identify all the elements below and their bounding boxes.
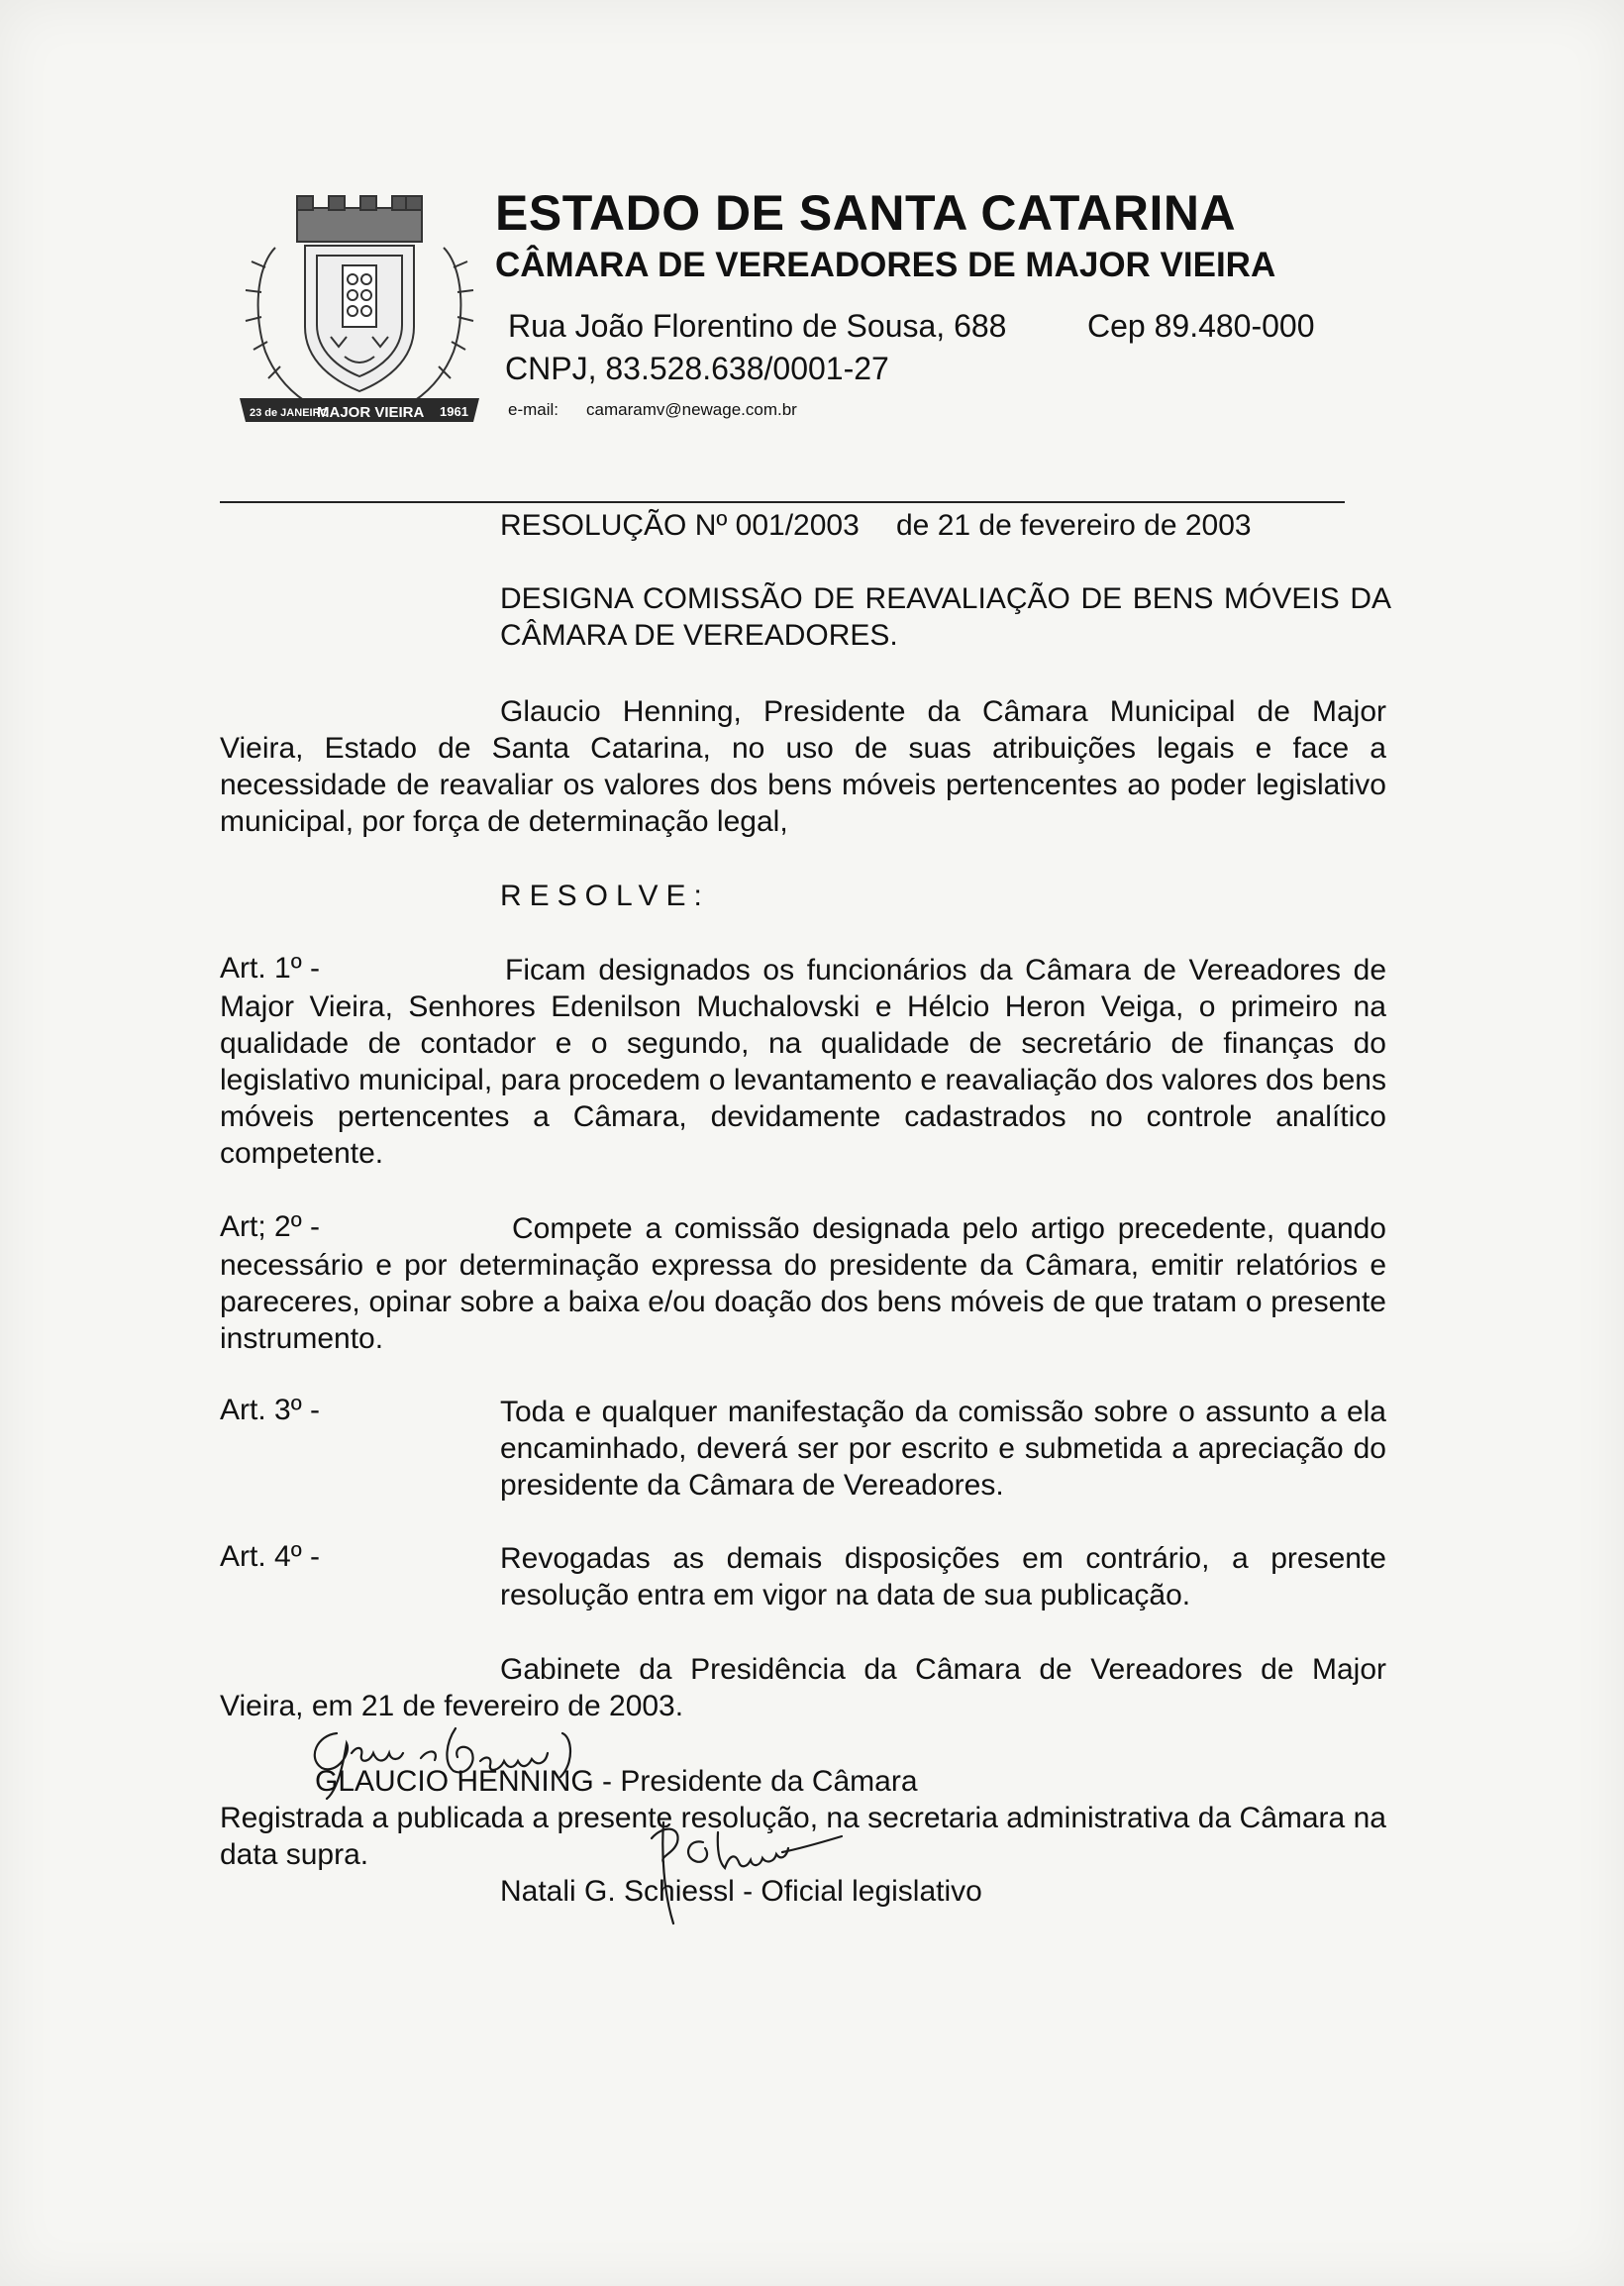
- article-2-label: Art; 2º -: [220, 1210, 320, 1243]
- letterhead-email-row: [508, 400, 797, 420]
- preamble-body: Vieira, Estado de Santa Catarina, no uso de suas atribuições legais e face a necessidade de reavaliar os valores dos bens móveis pertencentes ao poder legislativo municipal, por força de determinação legal,: [220, 732, 1386, 838]
- article-3-label: Art. 3º -: [220, 1394, 320, 1426]
- officer-signature: [634, 1813, 871, 1931]
- svg-text:1961: 1961: [440, 404, 468, 419]
- letterhead-title: ESTADO DE SANTA CATARINA: [495, 185, 1237, 241]
- svg-text:23 de JANEIRO: 23 de JANEIRO: [250, 407, 330, 419]
- article-1-first-line: Ficam designados os funcionários da Câmara de Vereadores de: [505, 954, 1386, 987]
- registry-statement: Registrada a publicada a presente resolução, na secretaria administrativa da Câmara na data supra.: [220, 1802, 1386, 1871]
- letterhead-cnpj: CNPJ, 83.528.638/0001-27: [505, 351, 889, 386]
- article-1-body: Major Vieira, Senhores Edenilson Muchalovski e Hélcio Heron Veiga, o primeiro na qualidade de contador e o segundo, na qualidade de secretário de finanças do legislativo municipal, para procedem o levantamento e reavaliação dos valores dos bens móveis pertencentes a Câmara, devidamente cadastrados no controle analítico competente.: [220, 990, 1386, 1170]
- preamble-first-line: Glaucio Henning, Presidente da Câmara Municipal de Major: [500, 695, 1386, 728]
- president-name-title: GLAUCIO HENNING - Presidente da Câmara: [315, 1765, 918, 1798]
- resolution-number: RESOLUÇÃO Nº 001/2003: [500, 509, 860, 542]
- letterhead-address: Rua João Florentino de Sousa, 688: [508, 308, 1007, 344]
- resolution-subject: DESIGNA COMISSÃO DE REAVALIAÇÃO DE BENS MÓVEIS DA CÂMARA DE VEREADORES.: [500, 582, 1391, 652]
- article-2-body: necessário e por determinação expressa do presidente da Câmara, emitir relatórios e pareceres, opinar sobre a baixa e/ou doação dos bens móveis de que tratam o presente instrumento.: [220, 1249, 1386, 1355]
- article-4-label: Art. 4º -: [220, 1540, 320, 1573]
- article-3-body: Toda e qualquer manifestação da comissão sobre o assunto a ela encaminhado, deverá ser por escrito e submetida a apreciação do presidente da Câmara de Vereadores.: [500, 1396, 1386, 1502]
- resolution-date: de 21 de fevereiro de 2003: [896, 509, 1252, 542]
- svg-text:MAJOR VIEIRA: MAJOR VIEIRA: [317, 404, 425, 421]
- article-4-body: Revogadas as demais disposições em contrário, a presente resolução entra em vigor na data de sua publicação.: [500, 1542, 1386, 1611]
- officer-name-title: Natali G. Schiessl - Oficial legislativo: [500, 1875, 982, 1908]
- closing-line-1: Gabinete da Presidência da Câmara de Vereadores de Major: [500, 1653, 1386, 1686]
- closing-line-2: Vieira, em 21 de fevereiro de 2003.: [220, 1690, 684, 1722]
- resolve-heading: RESOLVE:: [500, 880, 710, 912]
- article-2-first-line: Compete a comissão designada pelo artigo precedente, quando: [512, 1212, 1386, 1245]
- header-divider: [220, 501, 1345, 503]
- letterhead-subtitle: CÂMARA DE VEREADORES DE MAJOR VIEIRA: [495, 246, 1276, 284]
- article-1-label: Art. 1º -: [220, 952, 320, 985]
- letterhead-cep: Cep 89.480-000: [1087, 308, 1315, 344]
- email-address: camaramv@newage.com.br: [586, 400, 797, 419]
- email-label: e-mail:: [508, 400, 559, 419]
- municipal-crest-emblem: [236, 188, 483, 446]
